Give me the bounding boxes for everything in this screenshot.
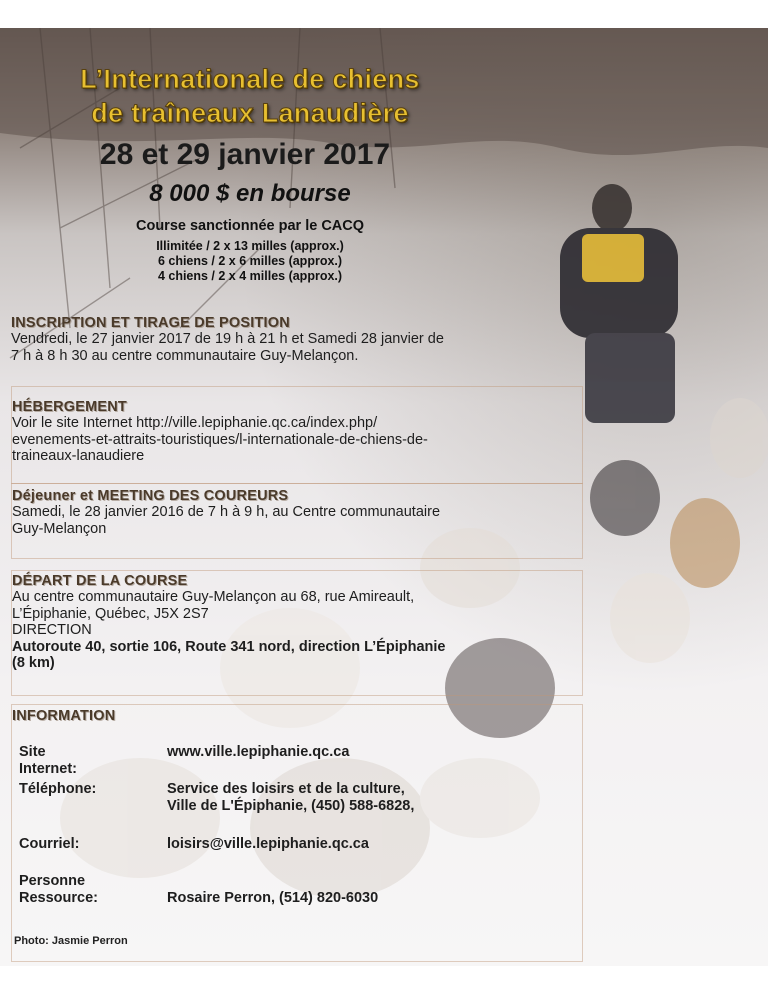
information-title: INFORMATION [12, 708, 116, 724]
dejeuner-title: Déjeuner et MEETING DES COUREURS [12, 488, 289, 504]
depart-section [11, 570, 583, 696]
phone-label: Téléphone: [19, 781, 97, 797]
depart-line1: Au centre communautaire Guy-Melançon au 68, rue Amireault, [12, 589, 415, 605]
hebergement-line2: evenements-et-attraits-touristiques/l-internationale-de-chiens-de- [12, 431, 428, 448]
hebergement-line1: Voir le site Internet http://ville.lepiphanie.qc.ca/index.php/ [12, 415, 378, 431]
sanction-text: Course sanctionnée par le CACQ [135, 218, 365, 234]
phone-value-line1: Service des loisirs et de la culture, [167, 781, 405, 797]
inscription-line2: 7 h à 8 h 30 au centre communautaire Guy-Melançon. [11, 347, 359, 364]
poster [0, 28, 768, 966]
hebergement-section [11, 386, 583, 484]
category-unlimited: Illimitée / 2 x 13 milles (approx.) [156, 239, 344, 253]
event-title-line1: L’Internationale de chiens [80, 64, 420, 94]
email-label: Courriel: [19, 836, 80, 852]
dejeuner-line2: Guy-Melançon [12, 520, 107, 537]
email-link[interactable]: loisirs@ville.lepiphanie.qc.ca [167, 836, 369, 852]
photo-credit: Photo: Jasmie Perron [14, 935, 128, 947]
hebergement-title: HÉBERGEMENT [12, 399, 127, 415]
category-6-dogs: 6 chiens / 2 x 6 milles (approx.) [157, 254, 343, 268]
phone-value-line2: Ville de L'Épiphanie, (450) 588-6828, [167, 798, 415, 814]
depart-line3: DIRECTION [12, 622, 92, 638]
depart-distance: (8 km) [12, 655, 55, 671]
event-dates: 28 et 29 janvier 2017 [99, 138, 391, 171]
inscription-section [11, 315, 581, 364]
contact-value: Rosaire Perron, (514) 820-6030 [167, 890, 379, 906]
contact-label-line1: Personne [19, 873, 86, 889]
hebergement-line3: traineaux-lanaudiere [12, 448, 145, 464]
dejeuner-line1: Samedi, le 28 janvier 2016 de 7 h à 9 h, au Centre communautaire [12, 504, 441, 520]
inscription-title: INSCRIPTION ET TIRAGE DE POSITION [11, 315, 290, 331]
site-link[interactable]: www.ville.lepiphanie.qc.ca [167, 744, 350, 760]
depart-directions: Autoroute 40, sortie 106, Route 341 nord, direction L’Épiphanie [12, 638, 446, 655]
depart-line2: L’Épiphanie, Québec, J5X 2S7 [12, 605, 209, 622]
contact-label-line2: Ressource: [19, 890, 98, 906]
depart-title: DÉPART DE LA COURSE [12, 573, 188, 589]
site-label: Site Internet: [19, 744, 77, 777]
prize-amount: 8 000 $ en bourse [149, 180, 351, 207]
information-section [11, 704, 583, 962]
event-title-line2: de traîneaux Lanaudière [91, 98, 409, 128]
inscription-line1: Vendredi, le 27 janvier 2017 de 19 h à 21 h et Samedi 28 janvier de [11, 331, 444, 347]
dejeuner-section [11, 483, 583, 559]
category-4-dogs: 4 chiens / 2 x 4 milles (approx.) [157, 269, 343, 283]
